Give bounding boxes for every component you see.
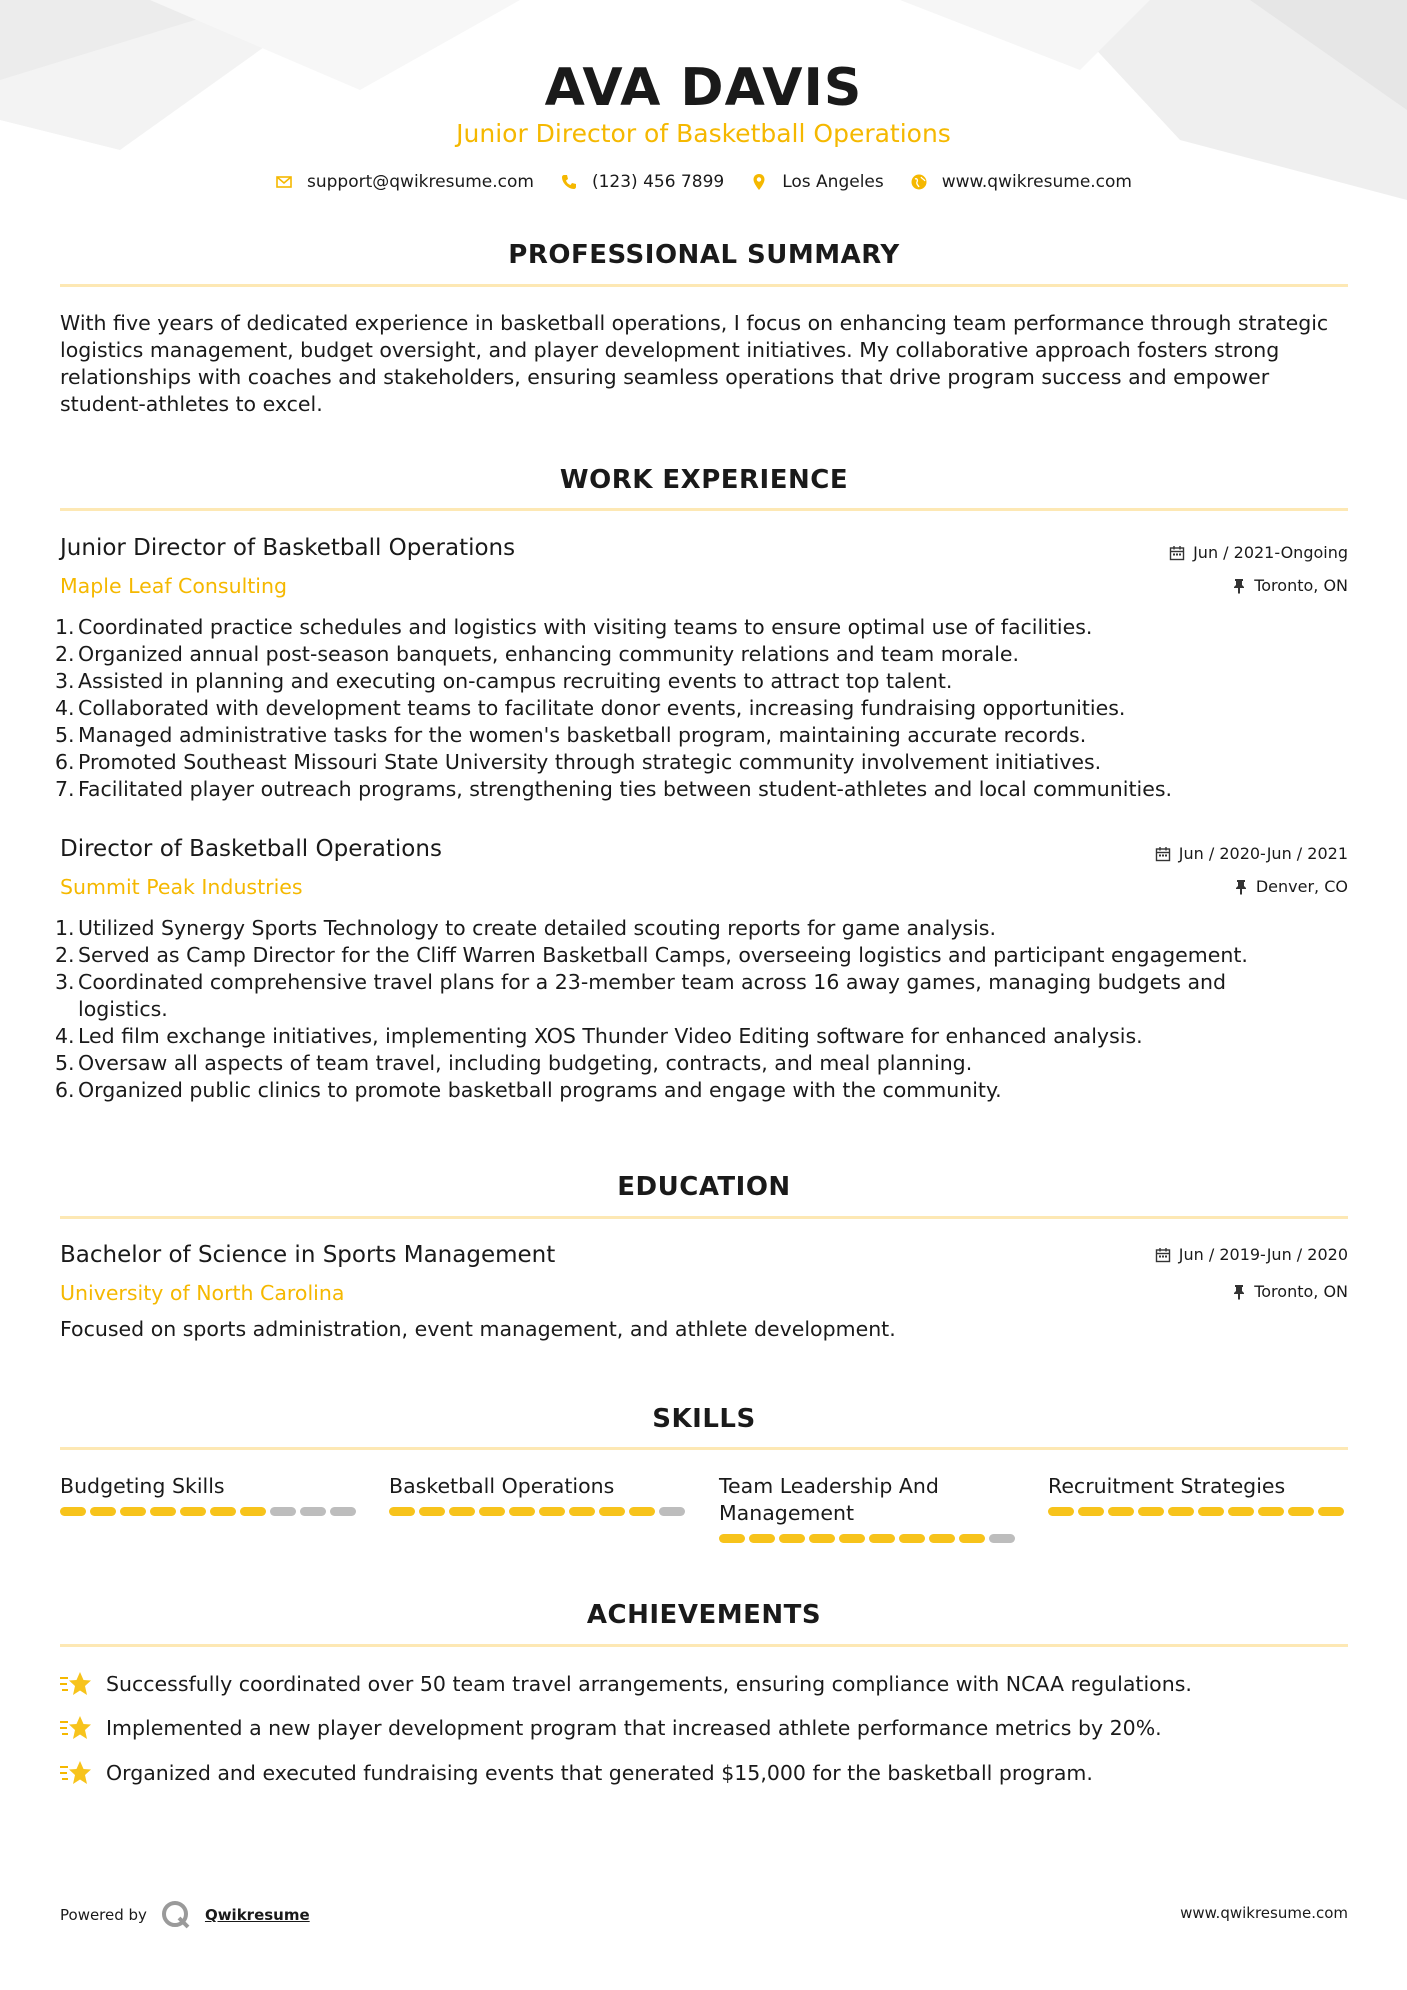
skills-heading: SKILLS	[652, 1404, 756, 1434]
skill-dot-filled	[719, 1534, 745, 1543]
calendar-icon	[1169, 545, 1185, 561]
envelope-icon	[275, 173, 293, 191]
list-item: 4. Collaborated with development teams to facilitate donor events, increasing fundraising opportunities.	[55, 696, 1126, 720]
education-dates	[1155, 1245, 1348, 1264]
skill-dot-filled	[1168, 1507, 1194, 1516]
school-name: University of North Carolina	[60, 1281, 345, 1305]
education-location	[1232, 1282, 1348, 1301]
skill-item	[389, 1473, 689, 1516]
list-item: 1. Utilized Synergy Sports Technology to create detailed scouting reports for game analysis.	[55, 916, 996, 940]
skill-dot-empty	[659, 1507, 685, 1516]
qwikresume-logo-icon	[161, 1900, 191, 1930]
job-responsibilities	[55, 614, 1290, 803]
contact-email[interactable]	[275, 172, 534, 192]
star-icon	[60, 1715, 92, 1741]
job-responsibilities	[55, 915, 1290, 1104]
list-item: 6. Organized public clinics to promote basketball programs and engage with the community.	[55, 1078, 1002, 1102]
skill-dot-filled	[449, 1507, 475, 1516]
skill-item	[719, 1473, 1019, 1543]
list-item: 3. Assisted in planning and executing on-campus recruiting events to attract top talent.	[55, 669, 953, 693]
job-title: Director of Basketball Operations	[60, 836, 442, 862]
skill-dot-filled	[150, 1507, 176, 1516]
email-text: support@qwikresume.com	[307, 172, 534, 192]
section-divider	[60, 508, 1348, 511]
skill-name: Recruitment Strategies	[1048, 1474, 1286, 1498]
pushpin-icon	[1232, 578, 1246, 594]
skill-dot-filled	[1108, 1507, 1134, 1516]
section-divider	[60, 1216, 1348, 1219]
skill-dot-filled	[180, 1507, 206, 1516]
skill-name: Team Leadership And Management	[719, 1474, 939, 1525]
skill-dot-filled	[809, 1534, 835, 1543]
skill-dot-filled	[959, 1534, 985, 1543]
skill-dot-filled	[240, 1507, 266, 1516]
skill-dot-filled	[509, 1507, 535, 1516]
education-heading: EDUCATION	[617, 1172, 791, 1202]
company-name: Maple Leaf Consulting	[60, 574, 288, 598]
list-item: 3. Coordinated comprehensive travel plans for a 23-member team across 16 away games, managing budgets and logistics.	[55, 970, 1227, 1021]
brand-link[interactable]: Qwikresume	[204, 1906, 310, 1924]
education-dates-text: Jun / 2019-Jun / 2020	[1178, 1245, 1348, 1264]
skill-dot-filled	[90, 1507, 116, 1516]
job-dates-text: Jun / 2020-Jun / 2021	[1178, 844, 1348, 863]
skill-dot-filled	[210, 1507, 236, 1516]
achievement-text: Successfully coordinated over 50 team travel arrangements, ensuring compliance with NCAA regulations.	[106, 1672, 1192, 1696]
contact-location	[750, 172, 884, 192]
section-divider	[60, 1447, 1348, 1450]
skill-dot-empty	[270, 1507, 296, 1516]
skill-dot-filled	[899, 1534, 925, 1543]
contact-phone[interactable]	[560, 172, 724, 192]
skill-dot-empty	[989, 1534, 1015, 1543]
job-location	[1234, 877, 1348, 896]
skill-dot-filled	[1198, 1507, 1224, 1516]
summary-heading: PROFESSIONAL SUMMARY	[508, 240, 900, 270]
education-location-text: Toronto, ON	[1254, 1282, 1348, 1301]
skill-dot-filled	[629, 1507, 655, 1516]
candidate-title: Junior Director of Basketball Operations	[456, 119, 951, 148]
star-icon	[60, 1760, 92, 1786]
achievement-item	[60, 1715, 1162, 1741]
skill-dot-filled	[1228, 1507, 1254, 1516]
skill-dot-filled	[929, 1534, 955, 1543]
website-text: www.qwikresume.com	[941, 172, 1132, 192]
calendar-icon	[1155, 1247, 1171, 1263]
skill-dot-filled	[1138, 1507, 1164, 1516]
achievement-item	[60, 1760, 1093, 1786]
list-item: 1. Coordinated practice schedules and logistics with visiting teams to ensure optimal use of facilities.	[55, 615, 1093, 639]
section-divider	[60, 1644, 1348, 1647]
map-pin-icon	[750, 173, 768, 191]
list-item: 4. Led film exchange initiatives, implementing XOS Thunder Video Editing software for enhanced analysis.	[55, 1024, 1143, 1048]
skill-dot-empty	[300, 1507, 326, 1516]
job-title: Junior Director of Basketball Operations	[60, 535, 516, 561]
job-location	[1232, 576, 1348, 595]
skill-dot-filled	[569, 1507, 595, 1516]
skill-dot-filled	[389, 1507, 415, 1516]
skill-item	[1048, 1473, 1348, 1516]
skill-dot-filled	[539, 1507, 565, 1516]
list-item: 5. Oversaw all aspects of team travel, including budgeting, contracts, and meal planning.	[55, 1051, 973, 1075]
achievements-heading: ACHIEVEMENTS	[586, 1600, 822, 1630]
skill-dot-filled	[1318, 1507, 1344, 1516]
footer-branding	[60, 1900, 310, 1930]
skill-dot-filled	[839, 1534, 865, 1543]
phone-icon	[560, 173, 578, 191]
powered-by-text: Powered by	[60, 1906, 147, 1924]
section-divider	[60, 284, 1348, 287]
skill-dot-filled	[1288, 1507, 1314, 1516]
job-dates	[1155, 844, 1348, 863]
skill-dot-filled	[60, 1507, 86, 1516]
job-location-text: Denver, CO	[1255, 877, 1348, 896]
summary-text: With five years of dedicated experience in basketball operations, I focus on enhancing team performance through strategic logistics management, budget oversight, and player development initiatives. My collaborative approach fosters strong relationships with coaches and stakeholders, ensuring seamless operations that drive program success and empower student-athletes to excel.	[60, 311, 1329, 416]
skill-rating	[60, 1507, 360, 1516]
skill-dot-filled	[599, 1507, 625, 1516]
achievement-text: Organized and executed fundraising events that generated $15,000 for the basketball program.	[106, 1761, 1093, 1785]
skill-dot-filled	[419, 1507, 445, 1516]
skill-dot-empty	[330, 1507, 356, 1516]
skill-dot-filled	[1048, 1507, 1074, 1516]
degree-title: Bachelor of Science in Sports Management	[60, 1242, 556, 1268]
job-dates-text: Jun / 2021-Ongoing	[1193, 543, 1348, 562]
list-item: 2. Organized annual post-season banquets, enhancing community relations and team morale.	[55, 642, 1020, 666]
star-icon	[60, 1671, 92, 1697]
location-text: Los Angeles	[782, 172, 884, 192]
job-location-text: Toronto, ON	[1254, 576, 1348, 595]
skill-dot-filled	[1078, 1507, 1104, 1516]
skill-rating	[719, 1534, 1019, 1543]
achievement-text: Implemented a new player development program that increased athlete performance metrics by 20%.	[106, 1716, 1162, 1740]
skill-name: Basketball Operations	[389, 1474, 615, 1498]
skill-rating	[1048, 1507, 1348, 1516]
skill-dot-filled	[749, 1534, 775, 1543]
skill-rating	[389, 1507, 689, 1516]
pushpin-icon	[1234, 879, 1248, 895]
list-item: 2. Served as Camp Director for the Cliff Warren Basketball Camps, overseeing logistics and participant engagement.	[55, 943, 1248, 967]
phone-text: (123) 456 7899	[591, 172, 725, 192]
list-item: 5. Managed administrative tasks for the women's basketball program, maintaining accurate records.	[55, 723, 1087, 747]
skill-dot-filled	[120, 1507, 146, 1516]
skill-item	[60, 1473, 360, 1516]
contact-website[interactable]	[910, 172, 1132, 192]
globe-icon	[910, 173, 928, 191]
pushpin-icon	[1232, 1284, 1246, 1300]
calendar-icon	[1155, 846, 1171, 862]
list-item: 7. Facilitated player outreach programs, strengthening ties between student-athletes and local communities.	[55, 777, 1173, 801]
skill-name: Budgeting Skills	[60, 1474, 225, 1498]
skill-dot-filled	[1258, 1507, 1284, 1516]
list-item: 6. Promoted Southeast Missouri State University through strategic community involvement initiatives.	[55, 750, 1102, 774]
skill-dot-filled	[779, 1534, 805, 1543]
experience-heading: WORK EXPERIENCE	[559, 465, 849, 495]
skill-dot-filled	[479, 1507, 505, 1516]
skill-dot-filled	[869, 1534, 895, 1543]
candidate-name: AVA DAVIS	[544, 58, 863, 118]
company-name: Summit Peak Industries	[60, 875, 303, 899]
contact-bar	[0, 172, 1407, 192]
education-description: Focused on sports administration, event management, and athlete development.	[60, 1317, 896, 1341]
job-dates	[1169, 543, 1348, 562]
achievement-item	[60, 1671, 1192, 1697]
footer-website[interactable]: www.qwikresume.com	[1180, 1904, 1348, 1922]
